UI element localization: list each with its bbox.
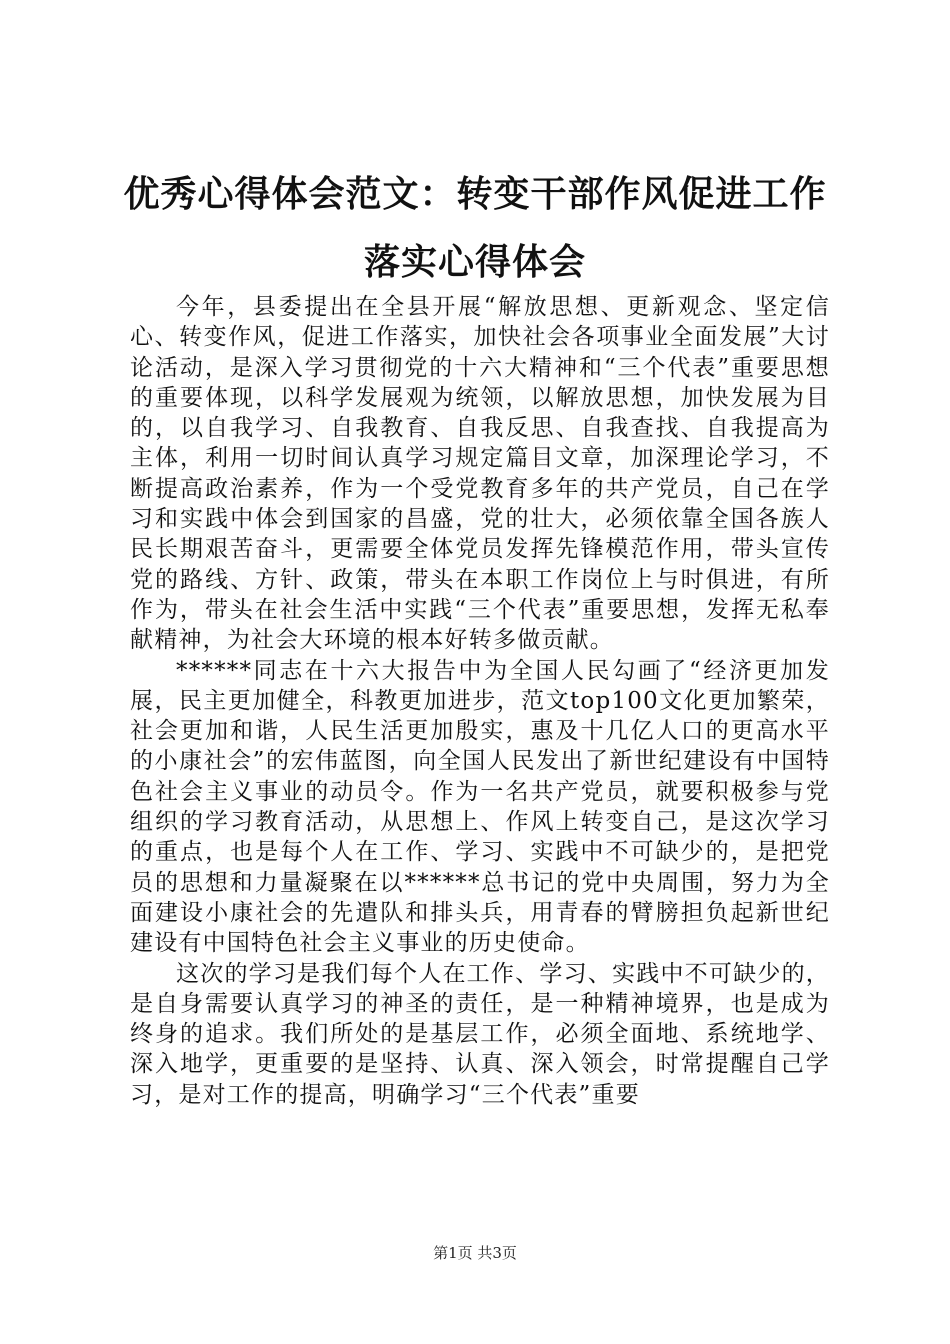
- paragraph-2: ******同志在十六大报告中为全国人民勾画了“经济更加发展，民主更加健全，科教更加进步，范文top100文化更加繁荣，社会更加和谐，人民生活更加殷实，惠及十几亿人口的更高水平的小康社会”的宏伟蓝图，向全国人民发出了新世纪建设有中国特色社会主义事业的动员令。作为一名共产党员，就要积极参与党组织的学习教育活动，从思想上、作风上转变自己，是这次学习的重点，也是每个人在工作、学习、实践中不可缺少的，是把党员的思想和力量凝聚在以******总书记的党中央周围，努力为全面建设小康社会的先遣队和排头兵，用青春的臂膀担负起新世纪建设有中国特色社会主义事业的历史使命。: [130, 657, 830, 957]
- paragraph-3: 这次的学习是我们每个人在工作、学习、实践中不可缺少的，是自身需要认真学习的神圣的责任，是一种精神境界，也是成为终身的追求。我们所处的是基层工作，必须全面地、系统地学、深入地学，更重要的是坚持、认真、深入领会，时常提醒自己学习，是对工作的提高，明确学习“三个代表”重要: [130, 960, 830, 1108]
- paragraph-1: 今年，县委提出在全县开展“解放思想、更新观念、坚定信心、转变作风，促进工作落实，加快社会各项事业全面发展”大讨论活动，是深入学习贯彻党的十六大精神和“三个代表”重要思想的重要体现，以科学发展观为统领，以解放思想，加快发展为目的，以自我学习、自我教育、自我反思、自我查找、自我提高为主体，利用一切时间认真学习规定篇目文章，加深理论学习，不断提高政治素养，作为一个受党教育多年的共产党员，自己在学习和实践中体会到国家的昌盛，党的壮大，必须依靠全国各族人民长期艰苦奋斗，更需要全体党员发挥先锋模范作用，带头宣传党的路线、方针、政策，带头在本职工作岗位上与时俱进，有所作为，带头在社会生活中实践“三个代表”重要思想，发挥无私奉献精神，为社会大环境的根本好转多做贡献。: [130, 294, 830, 654]
- document-body: [130, 292, 830, 1110]
- page-number-footer: 第1页 共3页: [433, 1244, 517, 1262]
- document-title: 优秀心得体会范文：转变干部作风促进工作落实心得体会: [123, 173, 827, 283]
